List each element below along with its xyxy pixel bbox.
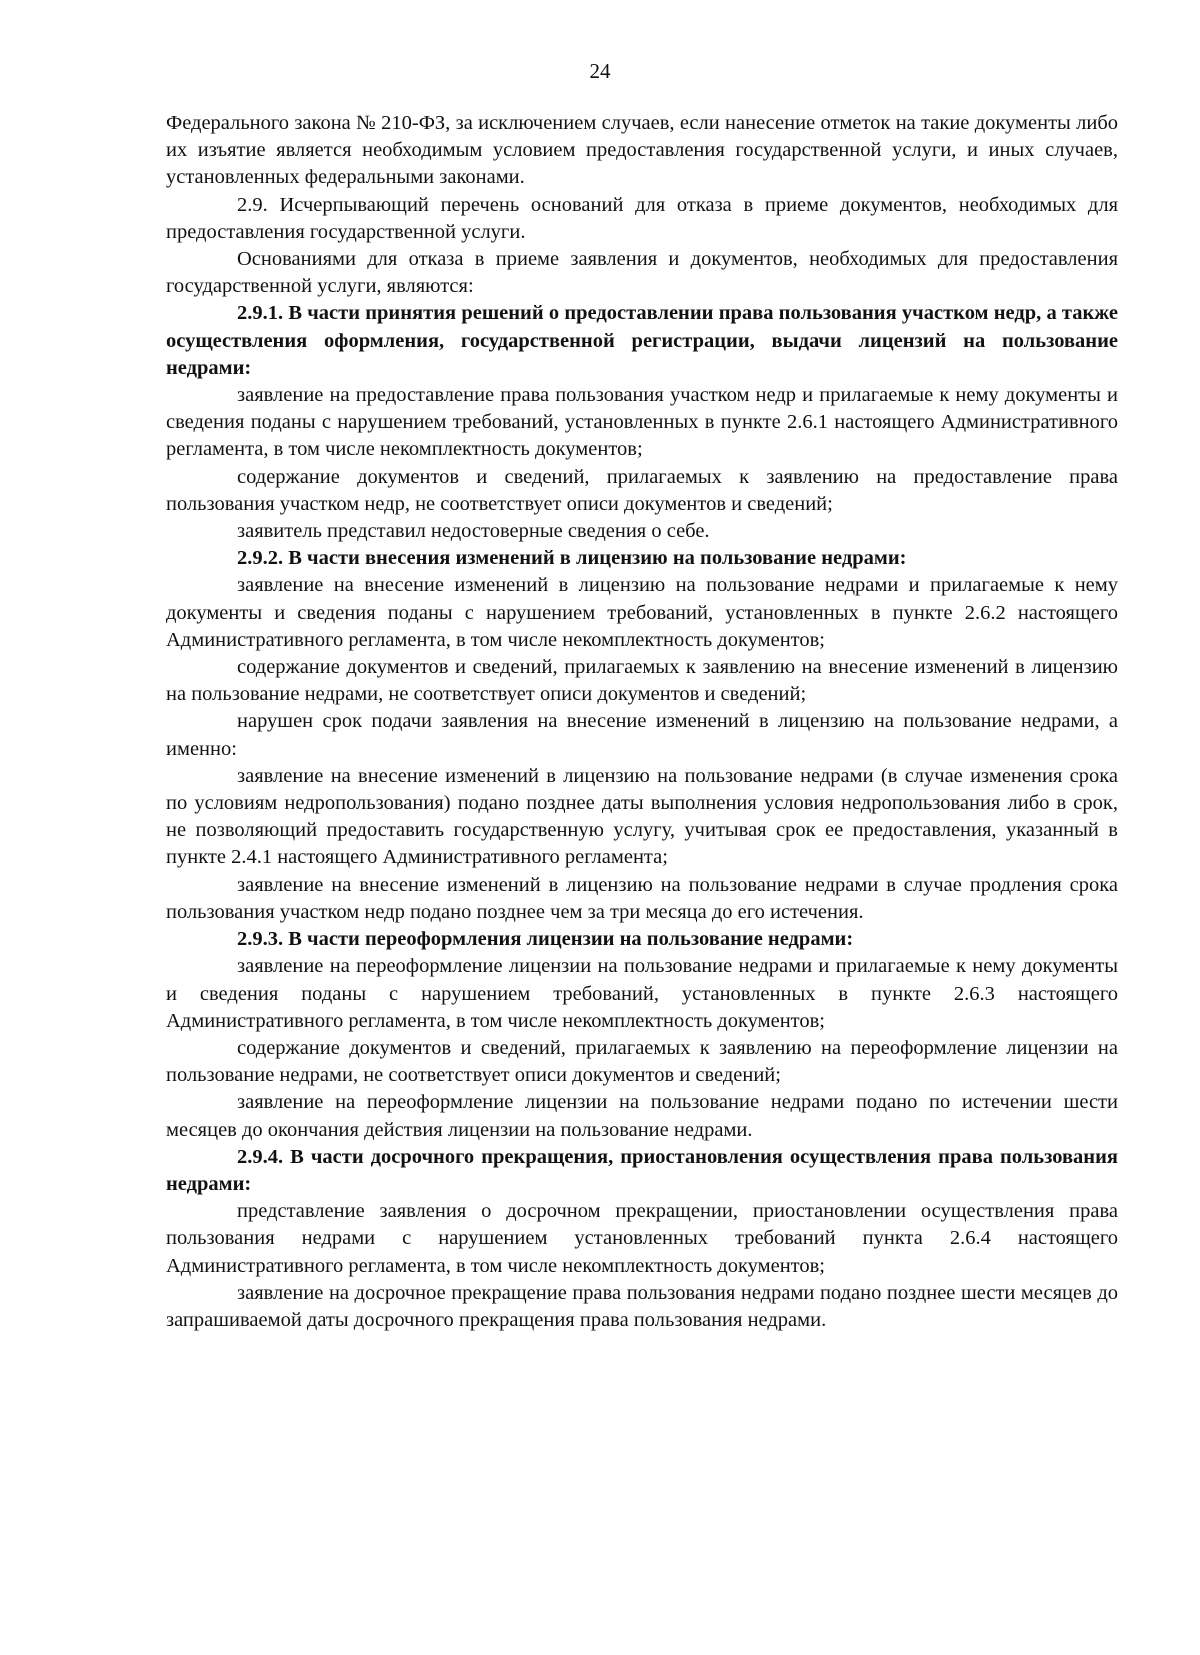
- paragraph-2-9-1-item-2: содержание документов и сведений, прилагаемых к заявлению на предоставление права пользования участком недр, не соответствует описи документов и сведений;: [166, 465, 1118, 515]
- document-body: [166, 110, 1118, 1334]
- paragraph-2-9-3-item-3: заявление на переоформление лицензии на пользование недрами подано по истечении шести месяцев до окончания действия лицензии на пользование недрами.: [166, 1091, 1118, 1141]
- subsection-2-9-3-heading: 2.9.3. В части переоформления лицензии на пользование недрами:: [237, 928, 854, 951]
- subsection-2-9-2-heading: 2.9.2. В части внесения изменений в лицензию на пользование недрами:: [237, 547, 907, 570]
- paragraph-2-9-4-item-1: представление заявления о досрочном прекращении, приостановлении осуществления права пользования недрами с нарушением установленных требований пункта 2.6.4 настоящего Административного регламента, в том числе некомплектность документов;: [166, 1200, 1118, 1277]
- paragraph-continuation: Федерального закона № 210-ФЗ, за исключением случаев, если нанесение отметок на такие документы либо их изъятие является необходимым условием предоставления государственной услуги, и иных случаев, установленных федеральными законами.: [166, 112, 1118, 189]
- paragraph-2-9-2-item-3: нарушен срок подачи заявления на внесение изменений в лицензию на пользование недрами, а именно:: [166, 710, 1118, 760]
- paragraph-2-9-1-item-3: заявитель представил недостоверные сведения о себе.: [237, 520, 710, 543]
- paragraph-2-9-2-item-2: содержание документов и сведений, прилагаемых к заявлению на внесение изменений в лицензию на пользование недрами, не соответствует описи документов и сведений;: [166, 656, 1118, 706]
- paragraph-2-9-2-item-4: заявление на внесение изменений в лицензию на пользование недрами (в случае изменения срока по условиям недропользования) подано позднее даты выполнения условия недропользования либо в срок, не позволяющий предоставить государственную услугу, учитывая срок ее предоставления, указанный в пункте 2.4.1 настоящего Административного регламента;: [166, 764, 1118, 869]
- paragraph-2-9-4-item-2: заявление на досрочное прекращение права пользования недрами подано позднее шести месяцев до запрашиваемой даты досрочного прекращения права пользования недрами.: [166, 1281, 1118, 1331]
- paragraph-grounds-intro: Основаниями для отказа в приеме заявления и документов, необходимых для предоставления государственной услуги, являются:: [166, 248, 1118, 298]
- subsection-2-9-1-heading: 2.9.1. В части принятия решений о предоставлении права пользования участком недр, а также осуществления оформления, государственной регистрации, выдачи лицензий на пользование недрами:: [166, 302, 1118, 379]
- paragraph-2-9-2-item-1: заявление на внесение изменений в лицензию на пользование недрами и прилагаемые к нему документы и сведения поданы с нарушением требований, установленных в пункте 2.6.2 настоящего Административного регламента, в том числе некомплектность документов;: [166, 574, 1118, 651]
- page-number: 24: [589, 59, 611, 83]
- paragraph-2-9-1-item-1: заявление на предоставление права пользования участком недр и прилагаемые к нему документы и сведения поданы с нарушением требований, установленных в пункте 2.6.1 настоящего Административного регламента, в том числе некомплектность документов;: [166, 384, 1118, 461]
- section-2-9-title: 2.9. Исчерпывающий перечень оснований для отказа в приеме документов, необходимых для предоставления государственной услуги.: [166, 193, 1118, 243]
- subsection-2-9-4-heading: 2.9.4. В части досрочного прекращения, приостановления осуществления права пользования недрами:: [166, 1145, 1118, 1195]
- paragraph-2-9-3-item-1: заявление на переоформление лицензии на пользование недрами и прилагаемые к нему документы и сведения поданы с нарушением требований, установленных в пункте 2.6.3 настоящего Административного регламента, в том числе некомплектность документов;: [166, 955, 1118, 1032]
- paragraph-2-9-2-item-5: заявление на внесение изменений в лицензию на пользование недрами в случае продления срока пользования участком недр подано позднее чем за три месяца до его истечения.: [166, 873, 1118, 923]
- paragraph-2-9-3-item-2: содержание документов и сведений, прилагаемых к заявлению на переоформление лицензии на пользование недрами, не соответствует описи документов и сведений;: [166, 1036, 1118, 1087]
